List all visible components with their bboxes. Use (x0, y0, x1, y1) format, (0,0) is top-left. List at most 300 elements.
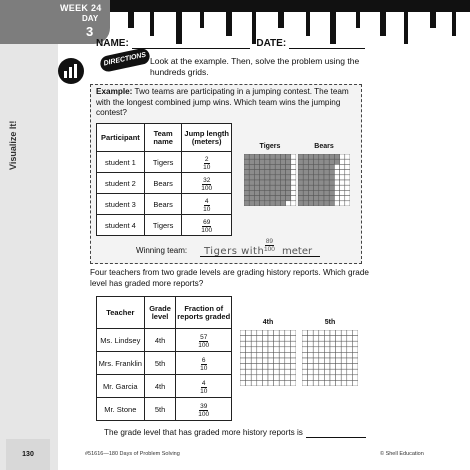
grid-cell (303, 201, 308, 206)
grid-cell (246, 375, 252, 381)
grid-cell (285, 380, 291, 386)
numerator: 4 (204, 197, 209, 205)
grid-cell (302, 358, 308, 364)
grid-cell (244, 170, 249, 175)
col-teacher: Teacher (97, 297, 145, 329)
grid-cell (319, 380, 325, 386)
grid-cell (345, 180, 350, 185)
grid-cell (347, 347, 353, 353)
grid-cell (249, 196, 254, 201)
header-stripe (380, 10, 386, 36)
grid-cell (314, 170, 319, 175)
header-stripe (150, 10, 154, 36)
grid-cell (329, 154, 334, 159)
grid-cell (336, 347, 342, 353)
cell-grade: 5th (144, 352, 176, 375)
grid-cell (334, 185, 339, 190)
grid-cell (324, 175, 329, 180)
denominator: 10 (203, 163, 211, 171)
grid-cell (285, 352, 291, 358)
grid-cell (345, 154, 350, 159)
grid-cell (262, 330, 268, 336)
grid-cell (308, 375, 314, 381)
grid-cell (308, 369, 314, 375)
col-fraction: Fraction of reports graded (176, 297, 232, 329)
grid-cell (265, 159, 270, 164)
winning-team-label: Winning team: (136, 246, 188, 255)
header-stripe (430, 10, 436, 28)
grid-cell (240, 364, 246, 370)
grid-cell (290, 358, 296, 364)
grid-cell (298, 154, 303, 159)
grid-cell (286, 196, 291, 201)
grid-cell (330, 330, 336, 336)
grid-cell (286, 185, 291, 190)
name-date-row (96, 38, 365, 49)
grid-cell (275, 190, 280, 195)
grid-cell (324, 201, 329, 206)
grid-cell (341, 364, 347, 370)
grid-cell (341, 341, 347, 347)
grid-cell (244, 196, 249, 201)
grid-cell (313, 380, 319, 386)
grid-cell (279, 330, 285, 336)
grid-cell (274, 341, 280, 347)
grid-cell (347, 336, 353, 342)
grid-cell (341, 347, 347, 353)
grid-cell (340, 154, 345, 159)
grid-cell (268, 369, 274, 375)
grid-cell (303, 154, 308, 159)
grid-cell (257, 380, 263, 386)
grid-cell (265, 164, 270, 169)
grid-cell (290, 375, 296, 381)
grid-cell (251, 380, 257, 386)
grid-cell (319, 330, 325, 336)
cell-teacher: Mr. Garcia (97, 375, 145, 398)
grid-cell (324, 159, 329, 164)
col-grade: Grade level (144, 297, 176, 329)
denominator: 100 (201, 184, 213, 192)
grid-cell (286, 175, 291, 180)
grid-cell (352, 336, 358, 342)
denominator: 10 (203, 205, 211, 213)
grid-cell (324, 341, 330, 347)
grid-cell (314, 180, 319, 185)
table-row (97, 215, 232, 236)
grid-cell (286, 190, 291, 195)
grid-cell (240, 369, 246, 375)
grid-cell (270, 180, 275, 185)
grid-cell (244, 201, 249, 206)
grid-cell (246, 336, 252, 342)
grid-cell (275, 196, 280, 201)
grid-cell (324, 364, 330, 370)
grid-cell (298, 164, 303, 169)
table-row (97, 375, 232, 398)
grid-cell (308, 185, 313, 190)
grid-cell (341, 358, 347, 364)
denominator: 10 (200, 364, 208, 372)
grid-cell (324, 170, 329, 175)
hundreds-grid-4th[interactable] (240, 330, 296, 386)
denominator: 100 (198, 341, 210, 349)
grid-cell (249, 190, 254, 195)
grid-cell (330, 369, 336, 375)
cell-grade: 4th (144, 375, 176, 398)
fraction (203, 198, 210, 213)
cell-fraction (176, 375, 232, 398)
grid-cell (246, 358, 252, 364)
grid-cell (268, 375, 274, 381)
grid-cell (291, 159, 296, 164)
cell-team: Bears (144, 173, 182, 194)
grid-cell (352, 369, 358, 375)
grid-cell (265, 190, 270, 195)
grid-cell (347, 341, 353, 347)
grid-cell (308, 336, 314, 342)
col-team: Team name (144, 124, 182, 152)
grid-cell (319, 375, 325, 381)
cell-team: Tigers (144, 215, 182, 236)
grid-cell (262, 380, 268, 386)
grid-cell (340, 185, 345, 190)
grid-cell (330, 364, 336, 370)
grid-cell (265, 185, 270, 190)
answer-numerator: 89 (265, 238, 274, 245)
grid-cell (262, 336, 268, 342)
grid-cell (324, 154, 329, 159)
grid-cell (302, 375, 308, 381)
grid-cell (240, 380, 246, 386)
grid-cell (324, 336, 330, 342)
grid-cell (341, 380, 347, 386)
grid-cell (244, 190, 249, 195)
grid-cell (352, 347, 358, 353)
grid-cell (249, 180, 254, 185)
grid-cell (251, 369, 257, 375)
grid-cell (254, 196, 259, 201)
grid-cell (275, 154, 280, 159)
grid-cell (302, 380, 308, 386)
grid-cell (286, 170, 291, 175)
fraction (198, 403, 209, 418)
fraction (201, 219, 212, 234)
grid-cell (324, 190, 329, 195)
grid-cell (303, 190, 308, 195)
grid-cell (268, 336, 274, 342)
grid-cell (254, 185, 259, 190)
grid-cell (308, 358, 314, 364)
grid-cell (270, 154, 275, 159)
grid-cell (319, 190, 324, 195)
grid-cell (279, 347, 285, 353)
grid-cell (279, 375, 285, 381)
grid-cell (274, 380, 280, 386)
grid-cell (298, 159, 303, 164)
grid-cell (265, 180, 270, 185)
grid-cell (251, 330, 257, 336)
table-row (97, 352, 232, 375)
grid-cell (341, 352, 347, 358)
grid-cell (298, 180, 303, 185)
grid-cell (345, 185, 350, 190)
grid-cell (302, 352, 308, 358)
final-answer-field[interactable] (306, 430, 366, 438)
grid-cell (298, 185, 303, 190)
grid-cell (291, 170, 296, 175)
grid-cell (251, 336, 257, 342)
grid-cell (286, 154, 291, 159)
grid-cell (290, 380, 296, 386)
grid-cell (280, 201, 285, 206)
grid-cell (340, 175, 345, 180)
grid-cell (336, 358, 342, 364)
grid-cell (274, 336, 280, 342)
grid-cell (274, 347, 280, 353)
hundreds-grid-bears (298, 154, 350, 206)
grid-cell (340, 190, 345, 195)
grid-cell (302, 341, 308, 347)
grid-cell (279, 358, 285, 364)
cell-team: Bears (144, 194, 182, 215)
grid-cell (290, 364, 296, 370)
grid-cell (324, 352, 330, 358)
grid-cell (334, 159, 339, 164)
grid-cell (334, 180, 339, 185)
example-table (96, 123, 232, 236)
grid-cell (285, 341, 291, 347)
answer-denominator: 100 (264, 246, 275, 253)
cell-grade: 5th (144, 398, 176, 421)
grid-cell (291, 190, 296, 195)
grid-cell (274, 364, 280, 370)
col-jump: Jump length (meters) (182, 124, 232, 152)
denominator: 100 (198, 410, 210, 418)
grid-cell (257, 364, 263, 370)
date-field[interactable] (289, 40, 365, 49)
problem-table (96, 296, 232, 421)
grid-cell (340, 159, 345, 164)
grid-cell (347, 369, 353, 375)
grid-cell (324, 196, 329, 201)
fraction (198, 334, 209, 349)
grid-cell (290, 347, 296, 353)
grid-cell (313, 364, 319, 370)
numerator: 32 (203, 176, 211, 184)
grid-cell (280, 196, 285, 201)
grid-cell (285, 336, 291, 342)
top-decoration-bar (110, 0, 470, 12)
directions-badge: DIRECTIONS (99, 47, 151, 73)
grid-cell (345, 196, 350, 201)
cell-participant: student 3 (97, 194, 145, 215)
grid-cell (334, 175, 339, 180)
grid-cell (313, 352, 319, 358)
grid-cell (260, 175, 265, 180)
section-title: Visualize It! (8, 120, 18, 170)
grid-cell (308, 347, 314, 353)
grid-cell (254, 180, 259, 185)
grid-cell (249, 170, 254, 175)
grid-cell (314, 159, 319, 164)
grid-cell (352, 358, 358, 364)
grid-cell (330, 347, 336, 353)
grid-cell (265, 196, 270, 201)
numerator: 39 (200, 402, 208, 410)
grid-cell (251, 352, 257, 358)
grid-cell (319, 196, 324, 201)
cell-fraction (182, 173, 232, 194)
grid-cell (298, 175, 303, 180)
grid-cell (319, 159, 324, 164)
footer-copyright: © Shell Education (380, 451, 424, 457)
grid-cell (257, 341, 263, 347)
grid-cell (254, 190, 259, 195)
grid-cell (275, 159, 280, 164)
grid-cell (291, 164, 296, 169)
grid-cell (308, 154, 313, 159)
grid-cell (324, 164, 329, 169)
cell-teacher: Mrs. Franklin (97, 352, 145, 375)
grid-cell (268, 352, 274, 358)
grid-cell (313, 341, 319, 347)
grid-cell (324, 369, 330, 375)
grid-cell (257, 336, 263, 342)
header-stripe (200, 10, 204, 28)
grid-cell (345, 170, 350, 175)
grid-cell (334, 154, 339, 159)
grid-cell (319, 164, 324, 169)
grid-cell (345, 190, 350, 195)
grid-cell (319, 180, 324, 185)
grid-cell (308, 380, 314, 386)
grid-cell (340, 180, 345, 185)
grid-cell (319, 341, 325, 347)
grid-cell (313, 330, 319, 336)
grid-cell (313, 336, 319, 342)
grid-cell (260, 154, 265, 159)
numerator: 2 (204, 155, 209, 163)
grid-cell (240, 341, 246, 347)
grid-cell (319, 364, 325, 370)
cell-teacher: Mr. Stone (97, 398, 145, 421)
grid-cell (298, 196, 303, 201)
grid-cell (291, 154, 296, 159)
grid-cell (285, 347, 291, 353)
grid-label-tigers: Tigers (259, 143, 281, 150)
grid-cell (298, 201, 303, 206)
grid-cell (341, 375, 347, 381)
grid-cell (286, 201, 291, 206)
grid-cell (298, 170, 303, 175)
cell-fraction (176, 398, 232, 421)
grid-cell (302, 364, 308, 370)
cell-fraction (182, 194, 232, 215)
grid-cell (279, 336, 285, 342)
grid-cell (347, 330, 353, 336)
grid-cell (329, 196, 334, 201)
grid-cell (336, 380, 342, 386)
grid-cell (251, 364, 257, 370)
grid-cell (254, 164, 259, 169)
grid-cell (308, 352, 314, 358)
grid-cell (324, 375, 330, 381)
header-stripe (128, 10, 134, 28)
grid-cell (308, 180, 313, 185)
grid-cell (240, 375, 246, 381)
grid-cell (246, 341, 252, 347)
hundreds-grid-5th[interactable] (302, 330, 358, 386)
grid-cell (291, 180, 296, 185)
name-field[interactable] (132, 40, 250, 49)
grid-cell (244, 164, 249, 169)
table-row (97, 398, 232, 421)
grid-cell (313, 358, 319, 364)
grid-cell (244, 185, 249, 190)
grid-cell (329, 201, 334, 206)
grid-cell (268, 341, 274, 347)
grid-cell (352, 341, 358, 347)
grid-cell (262, 347, 268, 353)
denominator: 100 (201, 226, 213, 234)
grid-cell (274, 375, 280, 381)
grid-cell (286, 180, 291, 185)
grid-cell (319, 352, 325, 358)
grid-cell (330, 358, 336, 364)
grid-cell (314, 201, 319, 206)
cell-teacher: Ms. Lindsey (97, 329, 145, 352)
grid-cell (345, 159, 350, 164)
grid-cell (303, 175, 308, 180)
grid-cell (329, 159, 334, 164)
header-stripe (356, 10, 360, 28)
grid-cell (347, 358, 353, 364)
grid-cell (265, 175, 270, 180)
hundreds-grid-tigers (244, 154, 296, 206)
grid-cell (254, 154, 259, 159)
grid-cell (330, 375, 336, 381)
grid-cell (308, 190, 313, 195)
grid-cell (347, 375, 353, 381)
grid-cell (347, 352, 353, 358)
grid-cell (260, 201, 265, 206)
grid-cell (275, 185, 280, 190)
header-stripe (404, 10, 408, 44)
grid-cell (329, 180, 334, 185)
grid-cell (262, 341, 268, 347)
grid-cell (280, 175, 285, 180)
week-label: WEEK 24 (60, 3, 102, 13)
grid-cell (330, 336, 336, 342)
grid-cell (303, 185, 308, 190)
grid-cell (324, 180, 329, 185)
grid-cell (308, 159, 313, 164)
grid-cell (274, 358, 280, 364)
grid-cell (319, 175, 324, 180)
grid-cell (246, 380, 252, 386)
table-row (97, 152, 232, 173)
grid-cell (246, 330, 252, 336)
grid-cell (336, 364, 342, 370)
header-stripe (278, 10, 284, 28)
grid-cell (275, 164, 280, 169)
grid-cell (260, 180, 265, 185)
grid-cell (260, 170, 265, 175)
grid-cell (319, 170, 324, 175)
grid-cell (302, 369, 308, 375)
grid-cell (257, 347, 263, 353)
